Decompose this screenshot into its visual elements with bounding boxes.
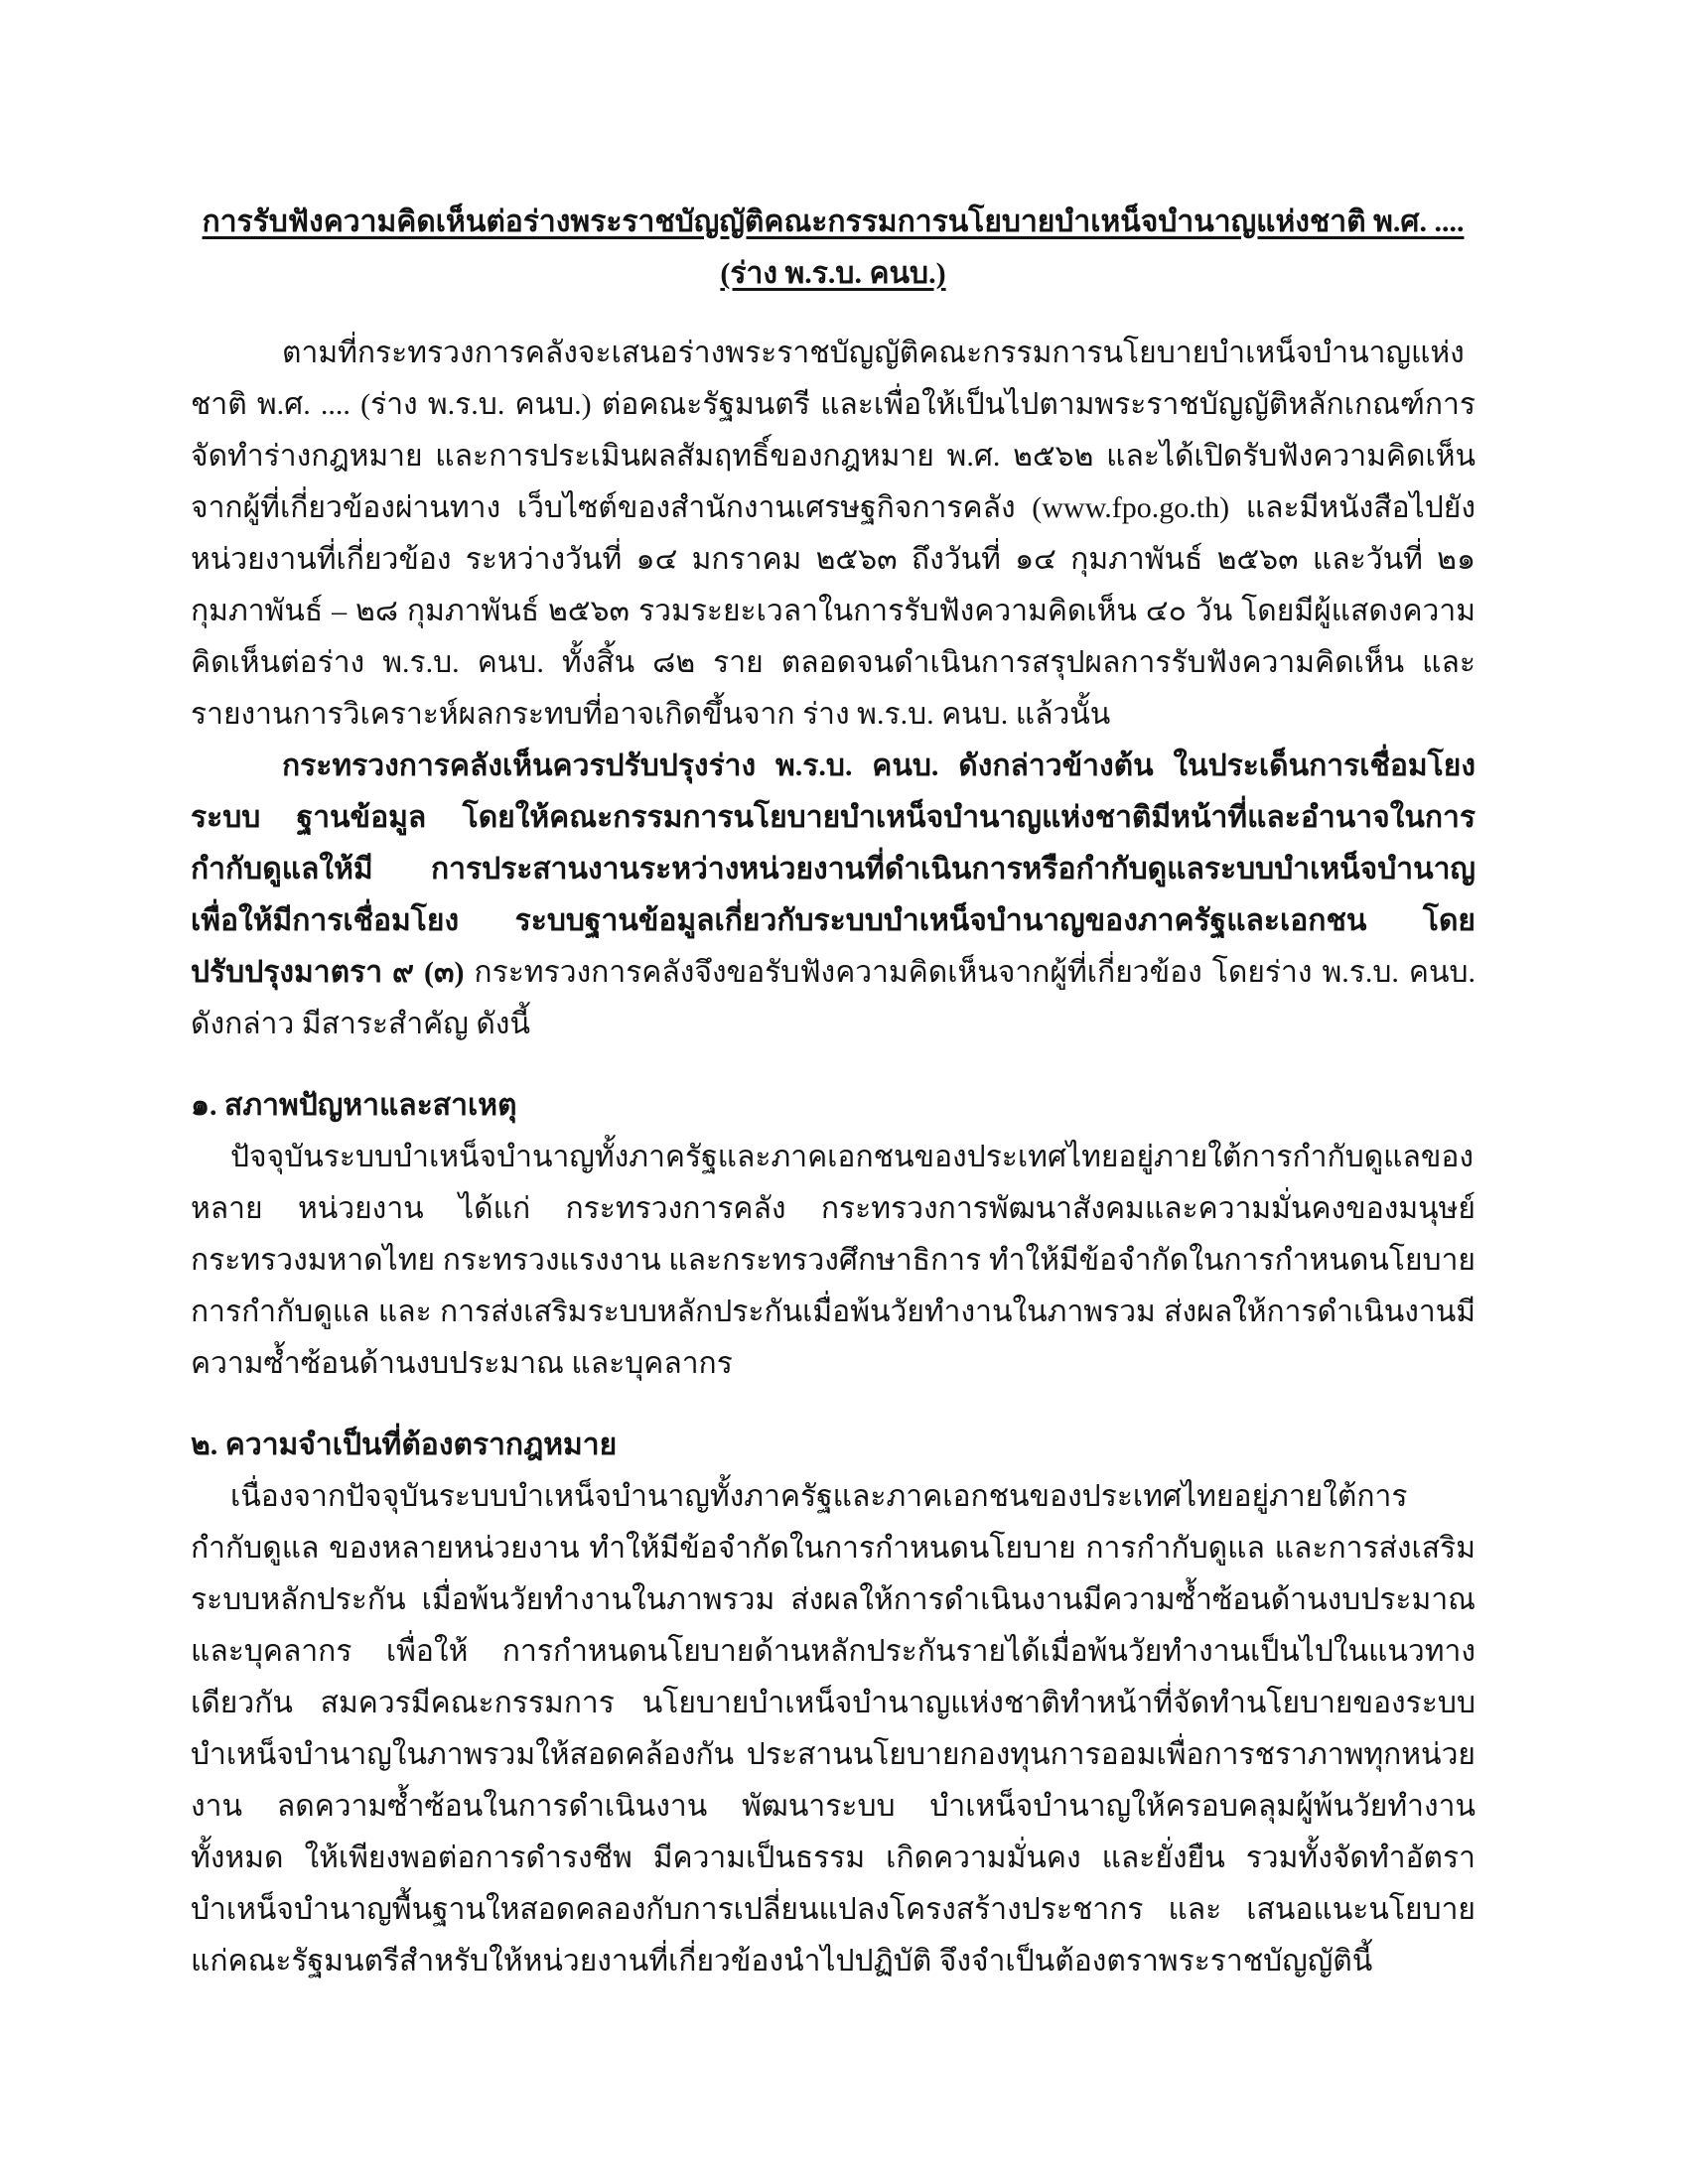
document-title-line2: (ร่าง พ.ร.บ. คนบ.) — [720, 257, 946, 290]
proposal-paragraph — [191, 741, 1476, 1050]
section-1-body: ปัจจุบันระบบบำเหน็จบำนาญทั้งภาครัฐและภาคเอกชนของประเทศไทยอยู่ภายใต้การกำกับดูแลของหลาย หน่วยงาน ได้แก่ กระทรวงการคลัง กระทรวงการพัฒนาสังคมและความมั่นคงของมนุษย์ กระทรวงมหาดไทย กระทรวงแรงงาน และกระทรวงศึกษาธิการ ทำให้มีข้อจำกัดในการกำหนดนโยบาย การกำกับดูแล และ การส่งเสริมระบบหลักประกันเมื่อพ้นวัยทำงานในภาพรวม ส่งผลให้การดำเนินงานมีความซ้ำซ้อนด้านงบประมาณ และบุคลากร — [191, 1141, 1476, 1380]
document-title — [191, 197, 1476, 300]
intro-paragraph: ตามที่กระทรวงการคลังจะเสนอร่างพระราชบัญญัติคณะกรรมการนโยบายบำเหน็จบำนาญแห่งชาติ พ.ศ. .... (ร่าง พ.ร.บ. คนบ.) ต่อคณะรัฐมนตรี และเพื่อให้เป็นไปตามพระราชบัญญัติหลักเกณฑ์การจัดทำร่างกฎหมาย และการประเมินผลสัมฤทธิ์ของกฎหมาย พ.ศ. ๒๕๖๒ และได้เปิดรับฟังความคิดเห็นจากผู้ที่เกี่ยวข้องผ่านทาง เว็บไซต์ของสำนักงานเศรษฐกิจการคลัง (www.fpo.go.th) และมีหนังสือไปยังหน่วยงานที่เกี่ยวข้อง ระหว่างวันที่ ๑๔ มกราคม ๒๕๖๓ ถึงวันที่ ๑๔ กุมภาพันธ์ ๒๕๖๓ และวันที่ ๒๑ กุมภาพันธ์ – ๒๘ กุมภาพันธ์ ๒๕๖๓ รวมระยะเวลาในการรับฟังความคิดเห็น ๔๐ วัน โดยมีผู้แสดงความคิดเห็นต่อร่าง พ.ร.บ. คนบ. ทั้งสิ้น ๘๒ ราย ตลอดจนดำเนินการสรุปผลการรับฟังความคิดเห็น และรายงานการวิเคราะห์ผลกระทบที่อาจเกิดขึ้นจาก ร่าง พ.ร.บ. คนบ. แล้วนั้น — [191, 337, 1476, 731]
section-1-heading: ๑. สภาพปัญหาและสาเหตุ — [191, 1089, 517, 1122]
proposal-paragraph-bold-text: กระทรวงการคลังเห็นควรปรับปรุงร่าง พ.ร.บ. คนบ. ดังกล่าวข้างต้น ในประเด็นการเชื่อมโยงระบบ ฐานข้อมูล โดยให้คณะกรรมการนโยบายบำเหน็จบำนาญแห่งชาติมีหน้าที่และอำนาจในการกำกับดูแลให้มี การประสานงานระหว่างหน่วยงานที่ดำเนินการหรือกำกับดูแลระบบบำเหน็จบำนาญ เพื่อให้มีการเชื่อมโยง ระบบฐานข้อมูลเกี่ยวกับระบบบำเหน็จบำนาญของภาครัฐและเอกชน โดยปรับปรุงมาตรา ๙ (๓) — [191, 750, 1476, 989]
proposal-paragraph-regular-text: กระทรวงการคลังจึงขอรับฟังความคิดเห็นจากผู้ที่เกี่ยวข้อง โดยร่าง พ.ร.บ. คนบ. ดังกล่าว มีสาระสำคัญ ดังนี้ — [191, 956, 1476, 1040]
section-2-heading: ๒. ความจำเป็นที่ต้องตรากฎหมาย — [191, 1429, 618, 1461]
document-title-line1: การรับฟังความคิดเห็นต่อร่างพระราชบัญญัติคณะกรรมการนโยบายบำเหน็จบำนาญแห่งชาติ พ.ศ. .... — [202, 205, 1465, 238]
section-2-body: เนื่องจากปัจจุบันระบบบำเหน็จบำนาญทั้งภาครัฐและภาคเอกชนของประเทศไทยอยู่ภายใต้การกำกับดูแล ของหลายหน่วยงาน ทำให้มีข้อจำกัดในการกำหนดนโยบาย การกำกับดูแล และการส่งเสริมระบบหลักประกัน เมื่อพ้นวัยทำงานในภาพรวม ส่งผลให้การดำเนินงานมีความซ้ำซ้อนด้านงบประมาณและบุคลากร เพื่อให้ การกำหนดนโยบายด้านหลักประกันรายได้เมื่อพ้นวัยทำงานเป็นไปในแนวทางเดียวกัน สมควรมีคณะกรรมการ นโยบายบำเหน็จบำนาญแห่งชาติทำหน้าที่จัดทำนโยบายของระบบบำเหน็จบำนาญในภาพรวมให้สอดคล้องกัน ประสานนโยบายกองทุนการออมเพื่อการชราภาพทุกหน่วยงาน ลดความซ้ำซ้อนในการดำเนินงาน พัฒนาระบบ บำเหน็จบำนาญให้ครอบคลุมผู้พ้นวัยทำงานทั้งหมด ให้เพียงพอต่อการดำรงชีพ มีความเป็นธรรม เกิดความมั่นคง และยั่งยืน รวมทั้งจัดทำอัตราบำเหน็จบำนาญพื้นฐานใหสอดคลองกับการเปลี่ยนแปลงโครงสร้างประชากร และ เสนอแนะนโยบายแก่คณะรัฐมนตรีสำหรับให้หน่วยงานที่เกี่ยวข้องนำไปปฏิบัติ จึงจำเป็นต้องตราพระราชบัญญัตินี้ — [191, 1480, 1476, 1978]
